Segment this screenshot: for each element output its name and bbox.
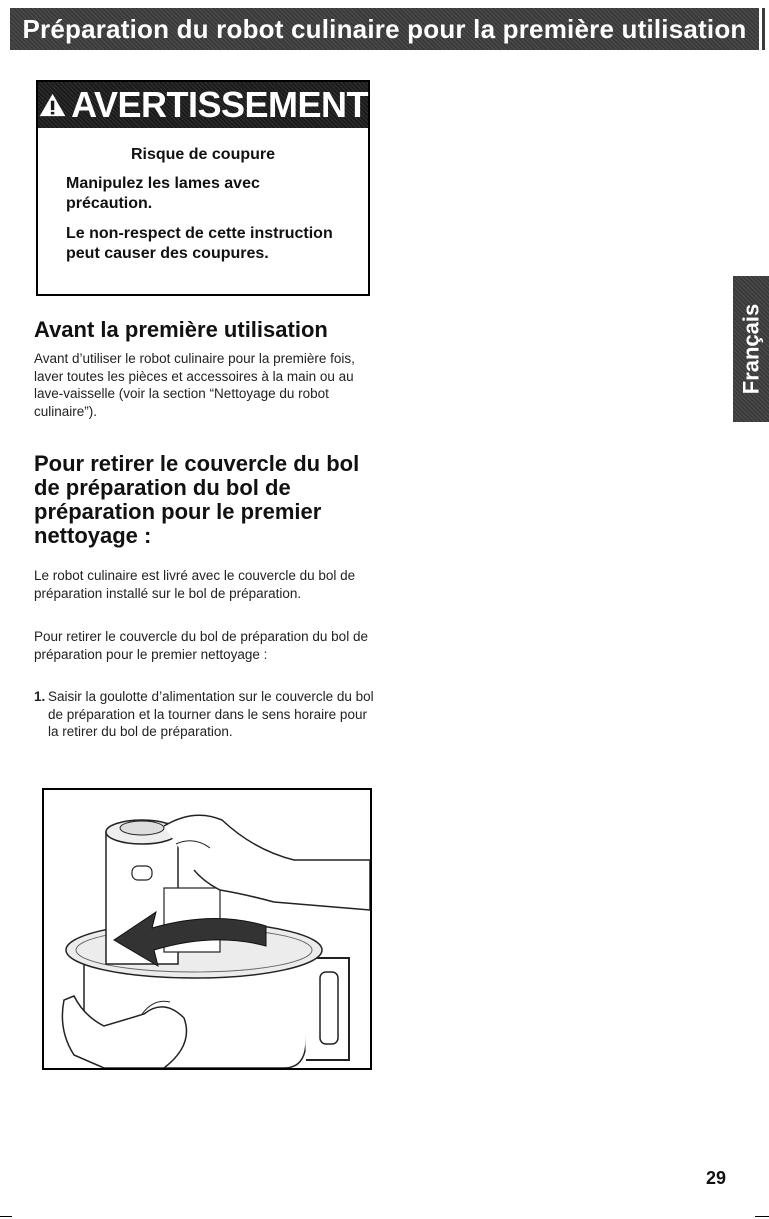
food-processor-illustration — [44, 790, 370, 1068]
warning-line: Le non-respect de cette instruction peut causer des coupures. — [66, 225, 333, 262]
warning-line: Manipulez les lames avec précaution. — [66, 175, 260, 212]
step-item — [34, 688, 374, 741]
header-edge-mark — [762, 8, 765, 50]
page-number: 29 — [706, 1168, 727, 1188]
language-side-tab — [733, 276, 769, 422]
warning-header — [38, 82, 368, 128]
section-body-before-first-use: Avant d’utiliser le robot culinaire pour la première fois, laver toutes les pièces et accessoires à la main ou au lave-vaisselle (voir la section “Nettoyage du robot culinaire”). — [34, 351, 355, 419]
language-side-tab-label: Français — [738, 303, 763, 395]
section-heading-remove-lid: Pour retirer le couvercle du bol de préparation du bol de préparation pour le premier nettoyage : — [34, 451, 360, 548]
warning-subtitle: Risque de coupure — [130, 146, 276, 163]
illustration-remove-lid — [42, 788, 372, 1070]
page-header — [10, 8, 759, 50]
crop-mark-right — [755, 1216, 769, 1217]
step-text: Saisir la goulotte d’alimentation sur le couvercle du bol de préparation et la tourner dans le sens horaire pour la retirer du bol de préparation. — [48, 689, 374, 739]
paragraph-instruction-intro: Pour retirer le couvercle du bol de préparation du bol de préparation pour le premier nettoyage : — [34, 629, 368, 662]
page-header-title: Préparation du robot culinaire pour la première utilisation — [22, 13, 747, 44]
section-heading-before-first-use: Avant la première utilisation — [34, 317, 328, 342]
crop-mark-left — [0, 1216, 12, 1217]
warning-box — [36, 80, 370, 296]
paragraph-delivered: Le robot culinaire est livré avec le couvercle du bol de préparation installé sur le bol de préparation. — [34, 568, 356, 601]
warning-triangle-icon — [38, 90, 67, 120]
step-number: 1. — [34, 689, 46, 704]
warning-heading: AVERTISSEMENT — [71, 84, 368, 125]
